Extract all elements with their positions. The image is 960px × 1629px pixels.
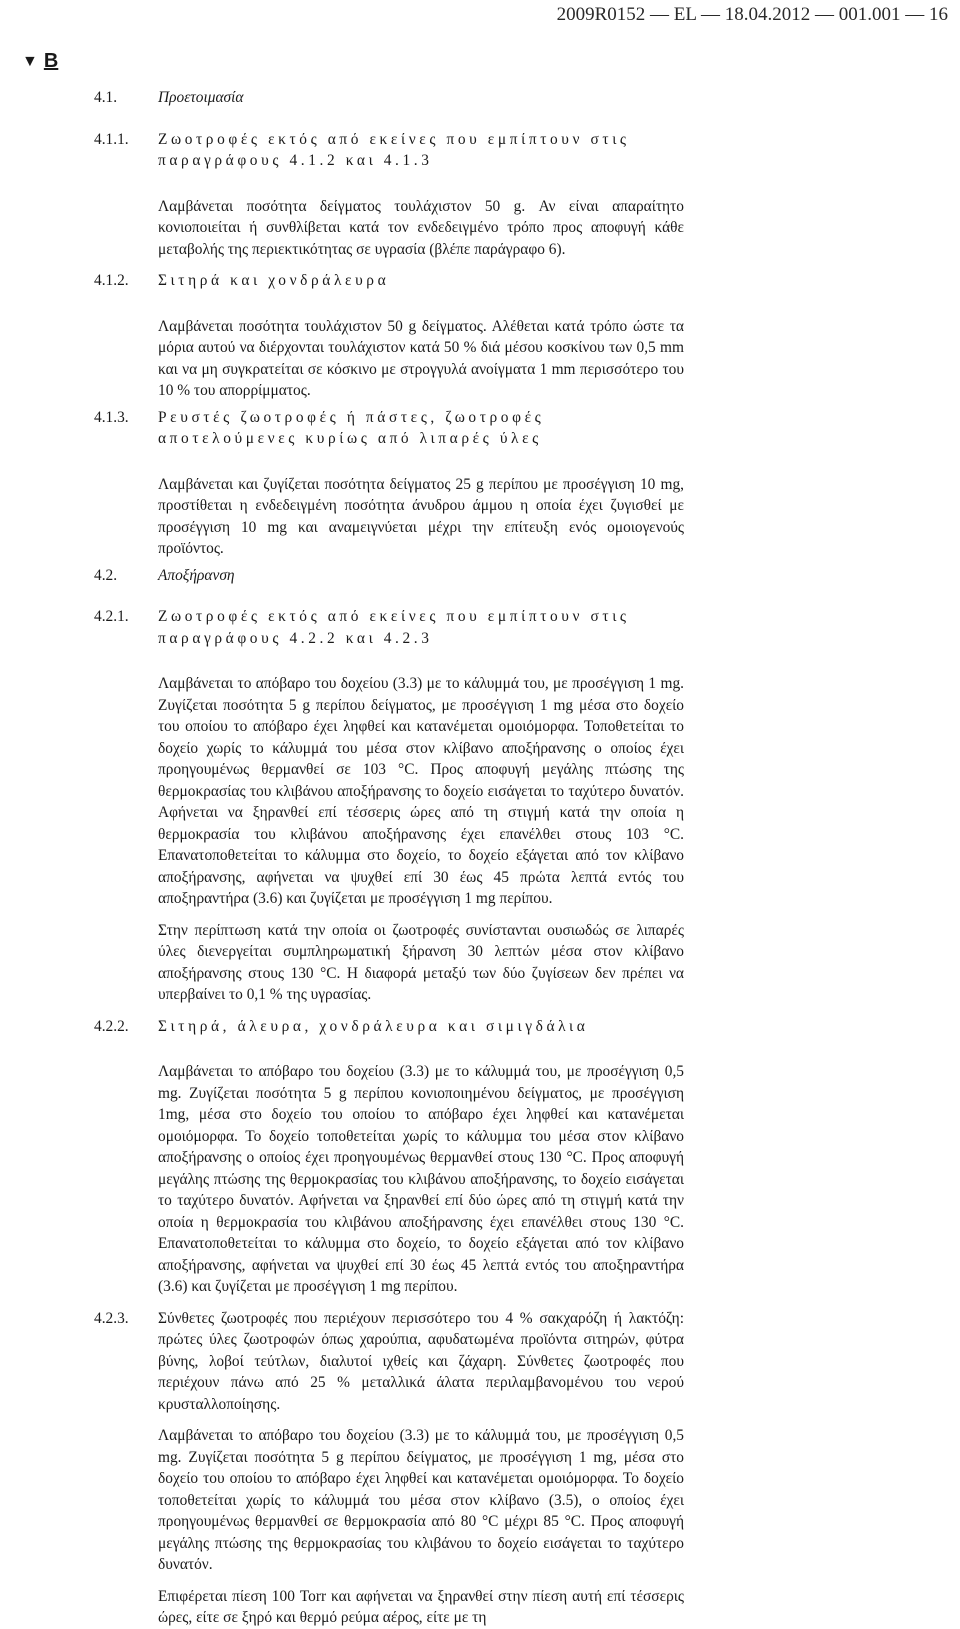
subsection-heading [94, 270, 684, 292]
subsection-number: 4.1.3. [94, 408, 129, 426]
subsection-number: 4.2.2. [94, 1017, 129, 1035]
paragraph: Λαμβάνεται ποσότητα δείγματος τουλάχιστον 50 g. Αν είναι απαραίτητο κονιοποιείται ή συνθλίβεται κατά τον ενδεδειγμένο τρόπο προς αποφυγή κάθε μεταβολής της περιεκτικότητας σε υγρασία (βλέπε παράγραφο 6). [158, 197, 684, 258]
subsection-title: Ζωοτροφές εκτός από εκείνες που εμπίπτουν στις παραγράφους 4.2.2 και 4.2.3 [158, 608, 630, 647]
paragraph: Λαμβάνεται το απόβαρο του δοχείου (3.3) με το κάλυμμά του, με προσέγγιση 1 mg. Ζυγίζεται ποσότητα 5 g περίπου δείγματος, με προσέγγιση 1 mg μέσα στο δοχείο του οποίου το απόβαρο έχει ληφθεί και κατανέμεται ομοιόμορφα. Τοποθετείται το δοχείο χωρίς το κάλυμμά του μέσα στον κλίβανο αποξήρανσης ο οποίος έχει προηγουμένως θερμανθεί σε 103 °C. Προς αποφυγή μεγάλης πτώσης της θερμοκρασίας του κλιβάνου αποξήρανσης το δοχείο εισάγεται το ταχύτερο δυνατόν. Αφήνεται να ξηρανθεί επί τέσσερις ώρες από τη στιγμή κατά την οποία η θερμοκρασία του κλιβάνου αποξήρανσης έχει επανέλθει στους 103 °C. Επανατοποθετείται το κάλυμμα στο δοχείο, το δοχείο εξάγεται από τον κλίβανο αποξήρανσης, αφήνεται να ψυχθεί επί 30 έως 45 πρώτα λεπτά εντός του αποξηραντήρα (3.6) και ζυγίζεται με προσέγγιση 1 mg περίπου. [158, 675, 684, 907]
subsection-intro: Σύνθετες ζωοτροφές που περιέχουν περισσότερο του 4 % σακχαρόζη ή λακτόζη: πρώτες ύλες ζωοτροφών όπως χαρούπια, αφυδατωμένα προϊόντα σιτηρών, φύτρα βύνης, λοβοί τεύτλων, διαλυτοί ιχθείς και ζάχαρη. Σύνθετες ζωοτροφές που περιέχουν πάνω από 25 % μεταλλικά άλατα περιλαμβανομένου του νερού κρυσταλλοποίησης. [158, 1309, 684, 1413]
subsection-number: 4.1.2. [94, 272, 129, 289]
subsection-number: 4.1.1. [94, 130, 129, 148]
subsection-heading [94, 407, 684, 450]
paragraph: Λαμβάνεται και ζυγίζεται ποσότητα δείγματος 25 g περίπου με προσέγγιση 10 mg, προστίθεται η ενδεδειγμένη ποσότητα άνυδρου άμμου η οποία έχει ζυγισθεί με προσέγγιση 10 mg και αναμειγνύεται μέχρι την επίτευξη ενός ομοιογενούς προϊόντος. [158, 475, 684, 557]
subsection-number: 4.2.1. [94, 608, 129, 625]
subsection-block [94, 1308, 684, 1416]
paragraph: Λαμβάνεται το απόβαρο του δοχείου (3.3) με το κάλυμμά του, με προσέγγιση 0,5 mg. Ζυγίζεται ποσότητα 5 g περίπου δείγματος, με προσέγγιση 1 mg, μέσα στο δοχείο του οποίου το απόβαρο έχει ληφθεί και κατανέμεται ομοιόμορφα. Το δοχείο τοποθετείται χωρίς το κάλυμμά του μέσα στον κλίβανο (3.5), ο οποίος έχει προηγουμένως θερμανθεί σε θερμοκρασία από 80 °C μέχρι 85 °C. Προς αποφυγή μεγάλης πτώσης της θερμοκρασίας του κλιβάνου το δοχείο εισάγεται το ταχύτερο δυνατόν. [158, 1427, 684, 1573]
subsection-title: Ζωοτροφές εκτός από εκείνες που εμπίπτουν στις παραγράφους 4.1.2 και 4.1.3 [158, 130, 630, 169]
section-number: 4.2. [94, 566, 118, 584]
section-heading [94, 87, 684, 109]
section-title: Αποξήρανση [158, 566, 235, 584]
section-title: Προετοιμασία [158, 89, 244, 106]
subsection-number: 4.2.3. [94, 1309, 129, 1327]
subsection-heading [94, 129, 684, 172]
section-number: 4.1. [94, 89, 118, 106]
subsection-heading [94, 1016, 684, 1038]
paragraph: Λαμβάνεται το απόβαρο του δοχείου (3.3) με το κάλυμμά του, με προσέγγιση 0,5 mg. Ζυγίζεται ποσότητα 5 g περίπου κονιοποιημένου δείγματος, με προσέγγιση 1mg, μέσα στο δοχείο του οποίου το απόβαρο έχει ληφθεί και κατανέμεται ομοιόμορφα. Το δοχείο τοποθετείται χωρίς το κάλυμμα του μέσα στον κλίβανο αποξήρανσης ο οποίος έχει προηγουμένως θερμανθεί στους 130 °C. Προς αποφυγή μεγάλης πτώσης της θερμοκρασίας του κλιβάνου αποξήρανσης, το δοχείο εισάγεται το ταχύτερο δυνατόν. Αφήνεται να ξηρανθεί επί δύο ώρες από τη στιγμή κατά την οποία η θερμοκρασία του κλιβάνου αποξήρανσης έχει επανέλθει στους 130 °C. Επανατοποθετείται το κάλυμμα στο δοχείο, το δοχείο εξάγεται από τον κλίβανο αποξήρανσης, αφήνεται να ψυχθεί επί 30 έως 45 λεπτά εντός του αποξηραντήρα (3.6) και ζυγίζεται με προσέγγιση 1 mg περίπου. [158, 1063, 684, 1295]
subsection-heading [94, 606, 684, 649]
section-heading [94, 565, 684, 587]
subsection-title: Σιτηρά, άλευρα, χονδράλευρα και σιμιγδάλια [158, 1017, 589, 1035]
paragraph: Επιφέρεται πίεση 100 Torr και αφήνεται να ξηρανθεί στην πίεση αυτή επί τέσσερις ώρες, είτε σε ξηρό και θερμό ρεύμα αέρος, είτε με τη [158, 1587, 684, 1626]
marker-letter: B [43, 50, 59, 72]
document-header: 2009R0152 — EL — 18.04.2012 — 001.001 — 16 [556, 4, 948, 25]
amendment-marker [22, 50, 58, 73]
triangle-down-icon: ▼ [22, 52, 38, 70]
document-body [94, 87, 684, 1629]
subsection-title: Σιτηρά και χονδράλευρα [158, 272, 390, 289]
subsection-title: Ρευστές ζωοτροφές ή πάστες, ζωοτροφές αποτελούμενες κυρίως από λιπαρές ύλες [158, 408, 545, 447]
paragraph: Στην περίπτωση κατά την οποία οι ζωοτροφές συνίστανται ουσιωδώς σε λιπαρές ύλες διενεργείται συμπληρωματική ξήρανση 30 λεπτών μέσα στον κλίβανο αποξήρανσης στους 130 °C. Η διαφορά μεταξύ των δύο ζυγίσεων δεν πρέπει να υπερβαίνει το 0,1 % της υγρασίας. [158, 921, 684, 1003]
paragraph: Λαμβάνεται ποσότητα τουλάχιστον 50 g δείγματος. Αλέθεται κατά τρόπο ώστε τα μόρια αυτού να διέρχονται τουλάχιστον κατά 50 % διά μέσου κοσκίνου των 0,5 mm και να μη συγκρατείται σε κόσκινο με στρογγυλά ανοίγματα 1 mm περισσότερο του 10 % του απορρίμματος. [158, 317, 684, 399]
